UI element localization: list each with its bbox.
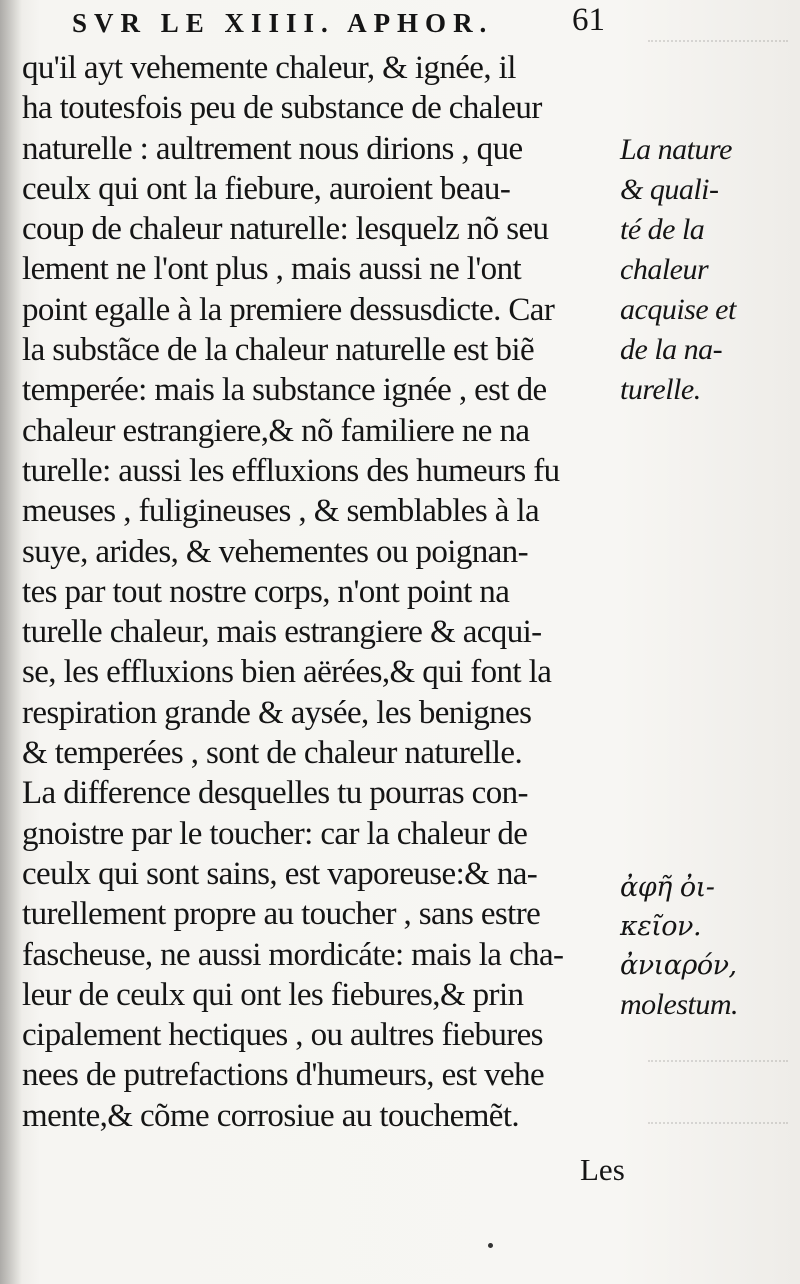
- text-line: meuses , fuligineuses , & semblables à la: [22, 493, 540, 530]
- gloss-line: té de la: [620, 213, 705, 246]
- text-line: La difference desquelles tu pourras con-: [22, 775, 528, 812]
- text-line: ha toutesfois peu de substance de chaleur: [22, 90, 542, 127]
- text-line: chaleur estrangiere,& nõ familiere ne na: [22, 412, 530, 449]
- text-line: fascheuse, ne aussi mordicáte: mais la cha-: [22, 936, 564, 973]
- gloss-line: acquise et: [620, 293, 736, 326]
- page-header: [60, 2, 620, 46]
- text-line: turelle: aussi les effluxions des humeurs fu: [22, 452, 560, 489]
- text-line: point egalle à la premiere dessusdicte. Car: [22, 291, 555, 328]
- text-line: se, les effluxions bien aërées,& qui font la: [22, 654, 552, 691]
- show-through-smudge: [648, 40, 788, 70]
- gloss-line-greek: ἀφῆ ὀι-: [620, 872, 715, 903]
- text-line: turellement propre au toucher , sans estre: [22, 896, 541, 933]
- text-line: nees de putrefactions d'humeurs, est vehe: [22, 1057, 544, 1094]
- ink-speck: [488, 1243, 493, 1248]
- text-line: cipalement hectiques , ou aultres fiebures: [22, 1017, 543, 1054]
- text-line: temperée: mais la substance ignée , est de: [22, 372, 547, 409]
- text-line: qu'il ayt vehemente chaleur, & ignée, il: [22, 50, 516, 86]
- gloss-line: de la na-: [620, 333, 723, 366]
- text-line: coup de chaleur naturelle: lesquelz nõ seu: [22, 211, 549, 248]
- running-head: SVR LE XIIII. APHOR.: [72, 8, 494, 38]
- text-line: leur de ceulx qui ont les fiebures,& prin: [22, 976, 524, 1013]
- gloss-line-greek: κεῖον.: [620, 911, 702, 942]
- text-line: respiration grande & aysée, les benignes: [22, 694, 532, 731]
- text-line: suye, arides, & vehementes ou poignan-: [22, 533, 528, 570]
- text-line: ceulx qui ont la fiebure, auroient beau-: [22, 170, 511, 207]
- text-line: lement ne l'ont plus , mais aussi ne l'ont: [22, 251, 522, 288]
- gloss-line-greek: ἀνιαρόν,: [620, 950, 737, 981]
- text-line: & temperées , sont de chaleur naturelle.: [22, 735, 523, 772]
- gutter-shadow: [0, 0, 22, 1284]
- catchword: Les: [580, 1152, 625, 1187]
- gloss-line: molestum.: [620, 988, 738, 1021]
- page-number: 61: [572, 2, 605, 38]
- text-line: naturelle : aultrement nous dirions , que: [22, 130, 523, 167]
- text-line: la substãce de la chaleur naturelle est biẽ: [22, 332, 535, 369]
- text-line: ceulx qui sont sains, est vaporeuse:& na-: [22, 855, 538, 892]
- gloss-line: La nature: [620, 133, 732, 166]
- marginal-gloss-greek: [620, 868, 738, 1024]
- gloss-line: chaleur: [620, 253, 709, 286]
- text-line: gnoistre par le toucher: car la chaleur de: [22, 815, 528, 852]
- gloss-line: & quali-: [620, 173, 719, 206]
- marginal-gloss-heat: [620, 130, 736, 410]
- gloss-line: turelle.: [620, 373, 701, 406]
- text-line: tes par tout nostre corps, n'ont point na: [22, 573, 510, 610]
- show-through-smudge: [648, 1060, 788, 1124]
- text-line: mente,& cõme corrosiue au touchemẽt.: [22, 1097, 520, 1134]
- main-text-block: [22, 48, 618, 1136]
- text-line: turelle chaleur, mais estrangiere & acqui-: [22, 614, 542, 651]
